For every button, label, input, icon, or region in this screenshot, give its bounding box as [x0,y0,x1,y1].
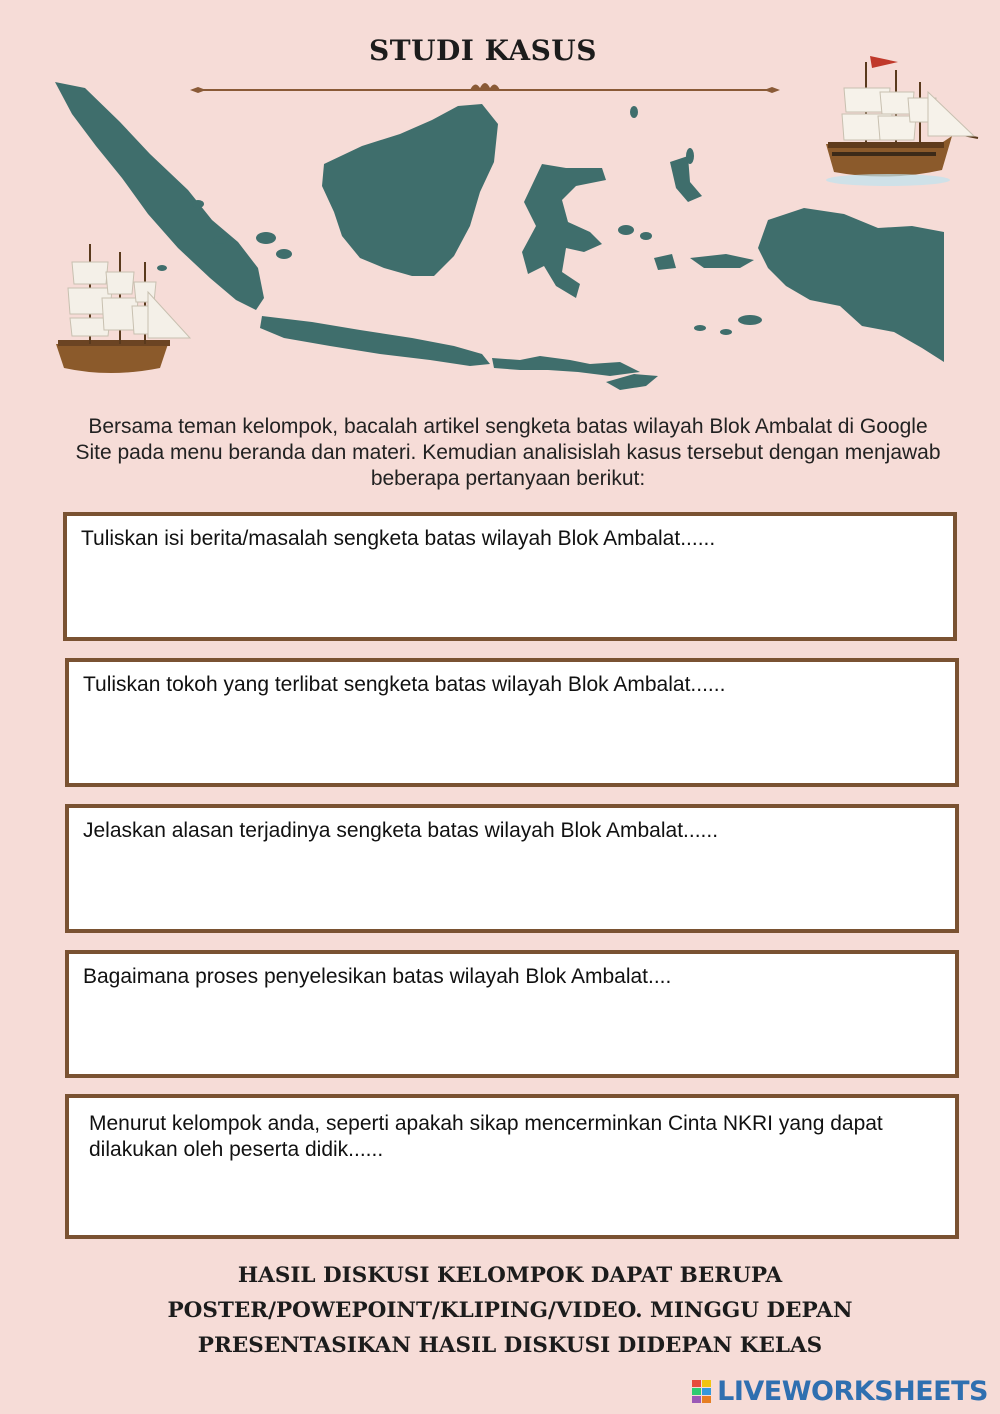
map-kalimantan [322,104,498,276]
map-timor [606,374,658,390]
brand-name: LIVEWORKSHEETS [717,1376,988,1407]
answer-input-2[interactable] [83,731,941,773]
map-seram [690,254,754,268]
question-box-3 [65,804,959,933]
sailing-ship-icon [50,232,195,382]
map-buru [654,254,676,270]
question-text: Menurut kelompok anda, seperti apakah sikap mencerminkan Cinta NKRI yang dapat dilakukan oleh peserta didik...... [89,1112,883,1161]
answer-input-1[interactable] [81,585,939,627]
map-nusa-tenggara [492,356,640,376]
map-sulawesi [522,164,606,298]
answer-input-5[interactable] [83,1183,941,1225]
page-title: STUDI KASUS [369,34,597,67]
question-box-2 [65,658,959,787]
question-box-5 [65,1094,959,1239]
question-text: Tuliskan tokoh yang terlibat sengketa batas wilayah Blok Ambalat...... [83,673,726,696]
question-box-1 [63,512,957,641]
map-java [260,316,490,366]
answer-input-3[interactable] [83,877,941,919]
intro-paragraph: Bersama teman kelompok, bacalah artikel sengketa batas wilayah Blok Ambalat di Google Site pada menu beranda dan materi. Kemudian analisislah kasus tersebut dengan menjawab beberapa pertanyaan berikut: [75,415,941,490]
footer-instructions [40,1258,980,1363]
question-text: Bagaimana proses penyelesikan batas wilayah Blok Ambalat.... [83,965,672,988]
footer-line: POSTER/POWEPOINT/KLIPING/VIDEO. MINGGU DEPAN [167,1298,853,1323]
question-text: Tuliskan isi berita/masalah sengketa batas wilayah Blok Ambalat...... [81,527,716,550]
sailing-ship-icon [818,52,983,202]
answer-input-4[interactable] [83,1022,941,1064]
liveworksheets-logo-icon [691,1378,713,1406]
question-text: Jelaskan alasan terjadinya sengketa batas wilayah Blok Ambalat...... [83,819,719,842]
liveworksheets-brand[interactable] [691,1376,988,1407]
map-papua [758,208,944,362]
footer-line: PRESENTASIKAN HASIL DISKUSI DIDEPAN KELAS [197,1333,823,1358]
question-box-4 [65,950,959,1078]
footer-line: HASIL DISKUSI KELOMPOK DAPAT BERUPA [237,1263,783,1288]
map-halmahera [670,156,702,202]
